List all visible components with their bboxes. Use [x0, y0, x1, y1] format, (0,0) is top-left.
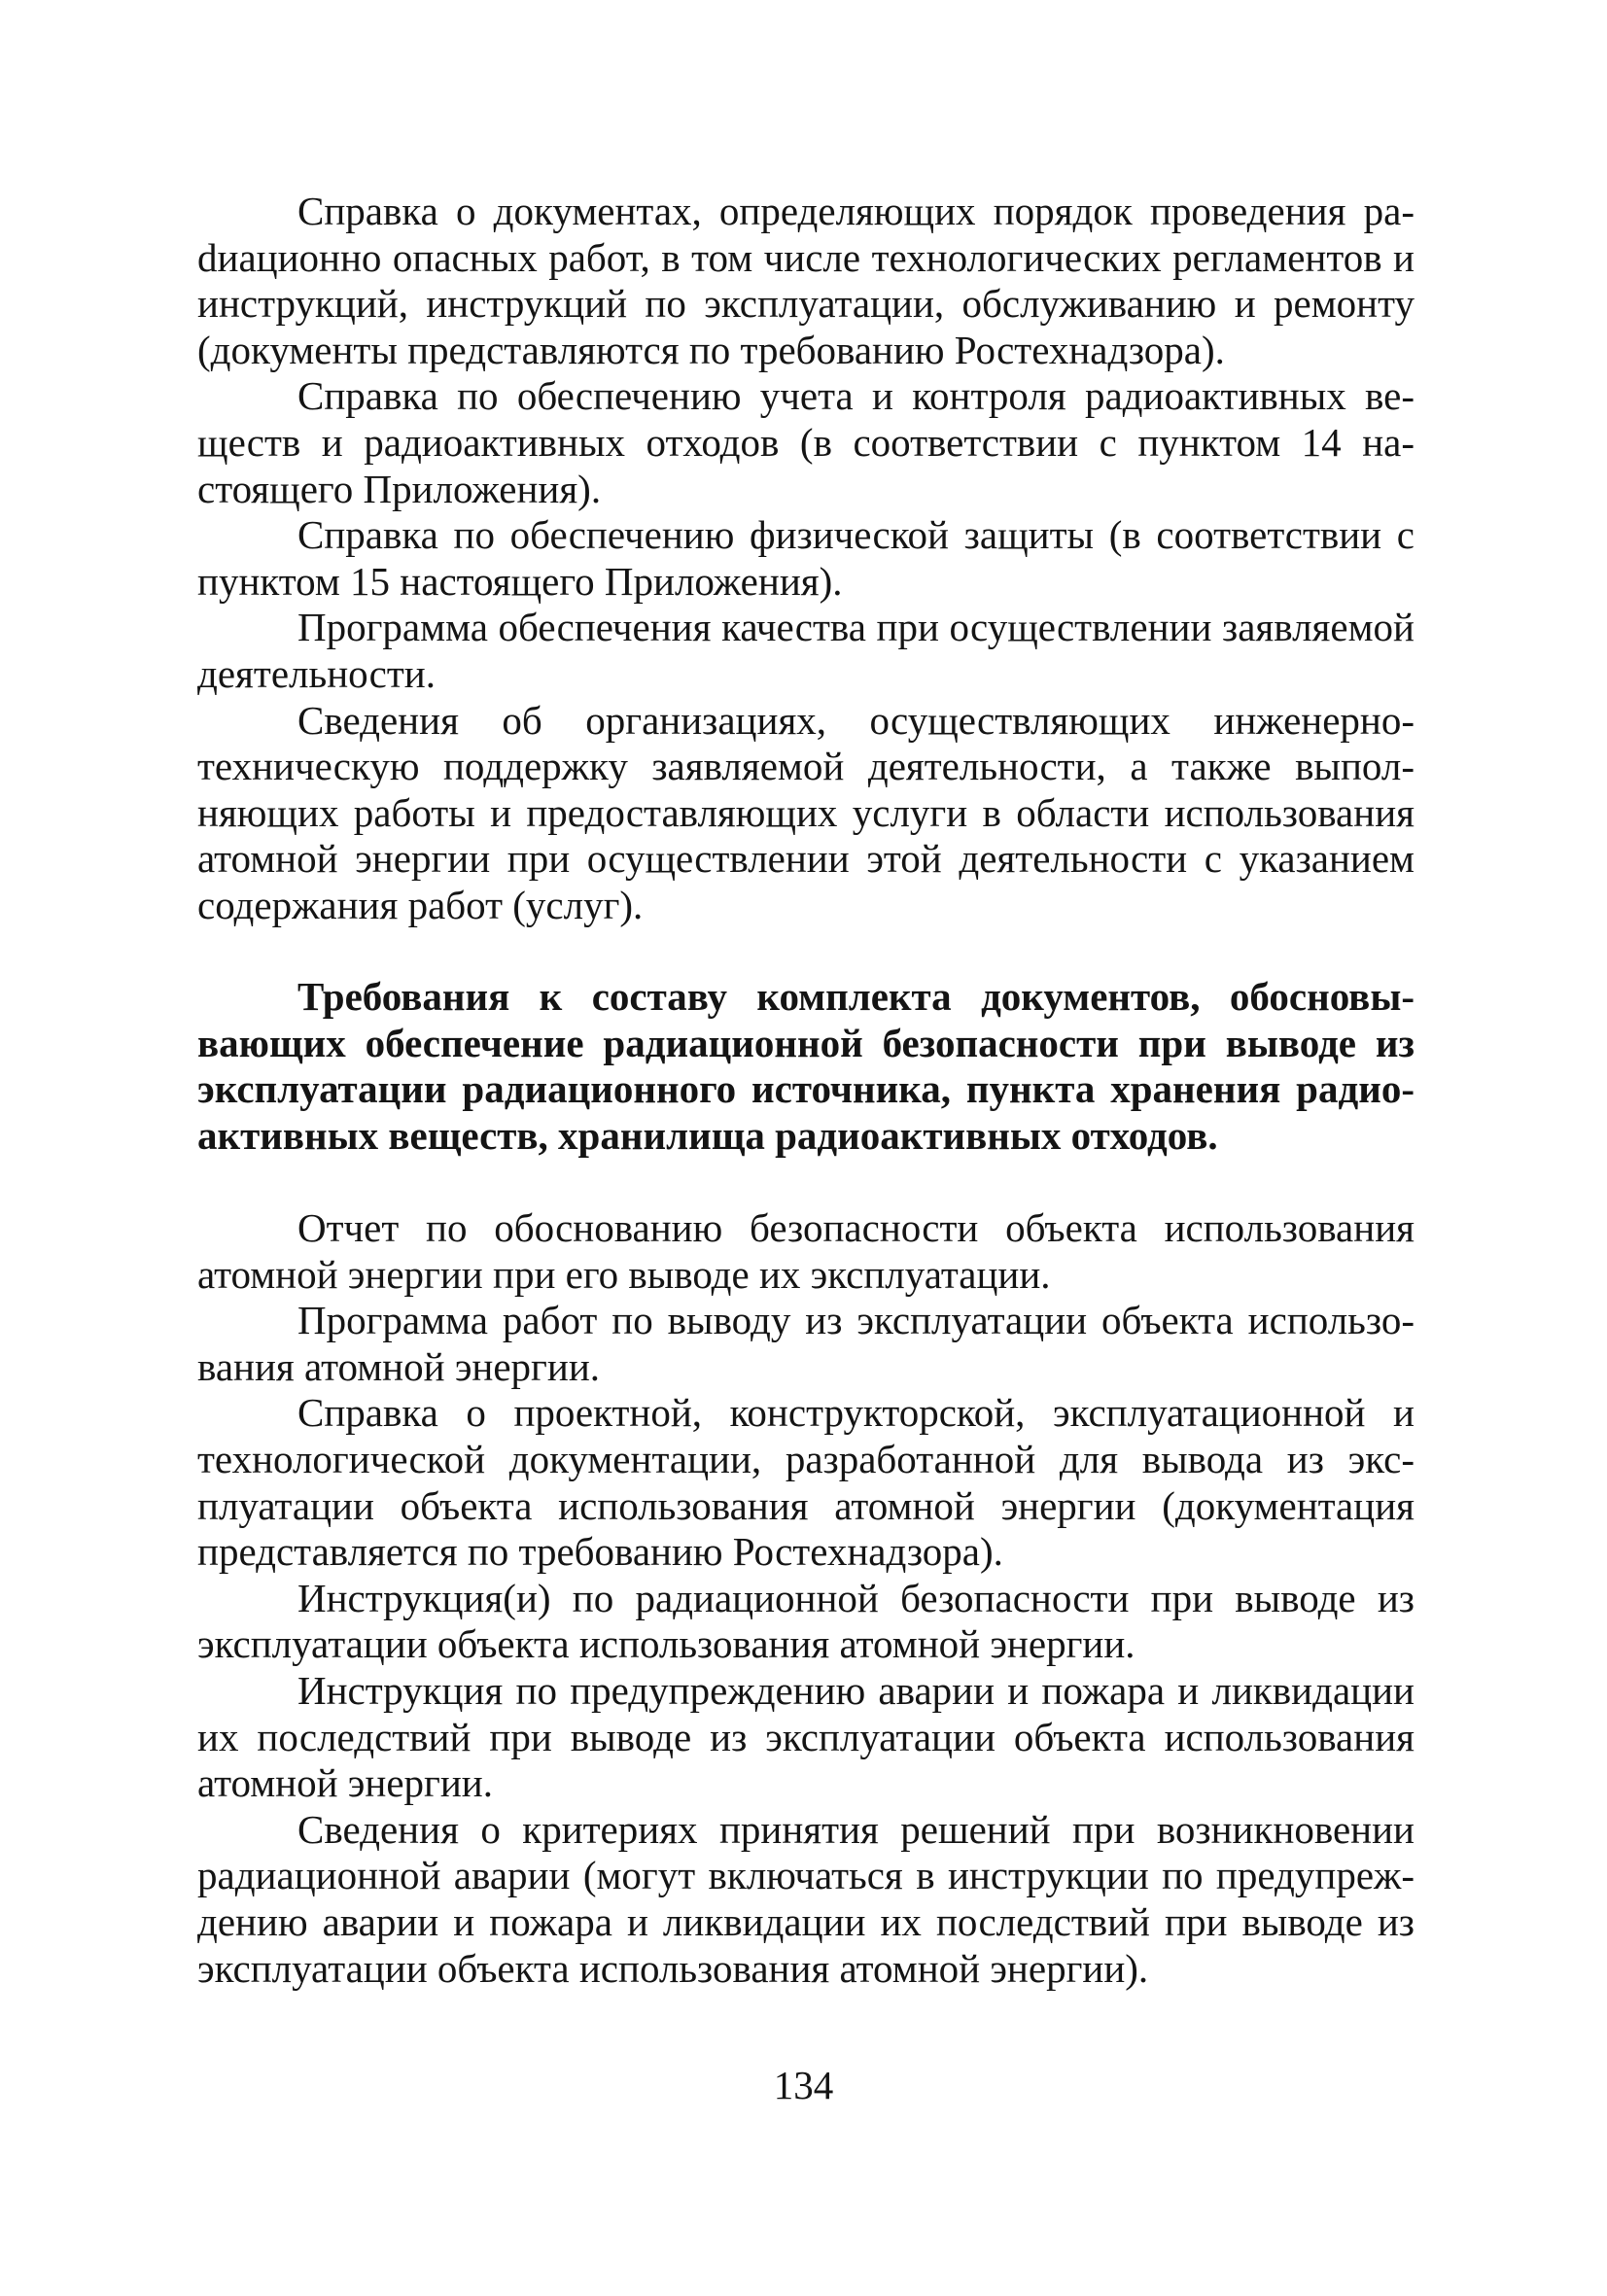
paragraph: Справка по обеспечению физической защиты (в соответствии с пунктом 15 настоящего Приложения).: [197, 512, 1415, 604]
top-text-block: [197, 189, 1415, 929]
paragraph: Сведения об организациях, осуществляющих инженерно-техническую поддержку заявляемой деятельности, а также выполняющих работы и предоставляющих услуги в области использования атомной энергии при осуществлении этой деятельности с указанием содержания работ (услуг).: [197, 697, 1415, 927]
paragraph: Отчет по обоснованию безопасности объекта использования атомной энергии при его выводе их эксплуатации.: [197, 1205, 1415, 1297]
paragraph: Справка о проектной, конструкторской, эксплуатационной и технологической документации, разработанной для вывода из эксплуатации объекта использования атомной энергии (документация представляется по требованию Ростехнадзора).: [197, 1390, 1415, 1575]
paragraph: Сведения о критериях принятия решений при возникновении радиационной аварии (могут включаться в инструкции по предупреждению аварии и пожара и ликвидации их последствий при выводе из эксплуатации объекта использования атомной энергии).: [197, 1806, 1415, 1991]
paragraph: Программа работ по выводу из эксплуатации объекта использования атомной энергии.: [197, 1298, 1415, 1389]
paragraph: Инструкция по предупреждению аварии и пожара и ликвидации их последствий при выводе из эксплуатации объекта использования атомной энергии.: [197, 1667, 1415, 1806]
bottom-text-block: [197, 1205, 1415, 1992]
paragraph: Инструкция(и) по радиационной безопасности при выводе из эксплуатации объекта использования атомной энергии.: [197, 1575, 1415, 1667]
section-heading: Требования к составу комплекта документов, обосновывающих обеспечение радиационной безопасности при выводе из эксплуатации радиационного источника, пункта хранения радиоактивных веществ, хранилища радиоактивных отходов.: [197, 974, 1415, 1158]
paragraph: Справка о документах, определяющих порядок проведения раdиационно опасных работ, в том числе технологических регламентов и инструкций, инструкций по эксплуатации, обслуживанию и ремонту (документы представляются по требованию Ростехнадзора).: [197, 189, 1415, 372]
paragraph: Справка по обеспечению учета и контроля радиоактивных веществ и радиоактивных отходов (в соответствии с пунктом 14 настоящего Приложения).: [197, 373, 1415, 511]
paragraph: Программа обеспечения качества при осуществлении заявляемой деятельности.: [197, 605, 1415, 696]
page-number: 134: [773, 2063, 834, 2107]
